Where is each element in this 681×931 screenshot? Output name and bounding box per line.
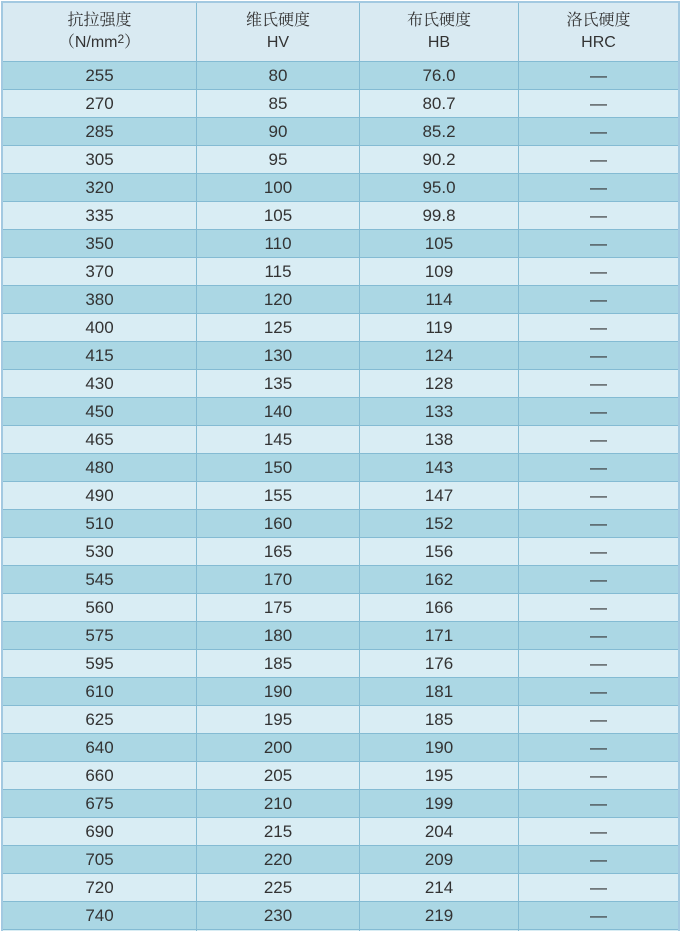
- cell-tensile-strength: 380: [3, 286, 196, 313]
- cell-tensile-strength: 285: [3, 118, 196, 145]
- table-row: [3, 705, 678, 733]
- cell-rockwell-hrc: —: [519, 594, 678, 621]
- table-row: [3, 817, 678, 845]
- cell-vickers-hv: 215: [197, 818, 359, 845]
- cell-vickers-hv: 105: [197, 202, 359, 229]
- cell-rockwell-hrc: —: [519, 62, 678, 89]
- cell-brinell-hb: 219: [360, 902, 518, 929]
- cell-vickers-hv: 195: [197, 706, 359, 733]
- cell-brinell-hb: 147: [360, 482, 518, 509]
- table-row: [3, 257, 678, 285]
- table-row: [3, 201, 678, 229]
- table-row: [3, 565, 678, 593]
- cell-vickers-hv: 170: [197, 566, 359, 593]
- cell-tensile-strength: 370: [3, 258, 196, 285]
- cell-vickers-hv: 90: [197, 118, 359, 145]
- cell-rockwell-hrc: —: [519, 762, 678, 789]
- header-unit-vickers: HV: [266, 34, 290, 51]
- cell-vickers-hv: 125: [197, 314, 359, 341]
- cell-vickers-hv: 140: [197, 398, 359, 425]
- cell-vickers-hv: 95: [197, 146, 359, 173]
- cell-tensile-strength: 480: [3, 454, 196, 481]
- table-row: [3, 313, 678, 341]
- cell-tensile-strength: 720: [3, 874, 196, 901]
- cell-rockwell-hrc: —: [519, 510, 678, 537]
- table-row: [3, 845, 678, 873]
- cell-tensile-strength: 660: [3, 762, 196, 789]
- cell-rockwell-hrc: —: [519, 734, 678, 761]
- cell-tensile-strength: 415: [3, 342, 196, 369]
- cell-brinell-hb: 190: [360, 734, 518, 761]
- cell-brinell-hb: 95.0: [360, 174, 518, 201]
- cell-tensile-strength: 740: [3, 902, 196, 929]
- table-row: [3, 733, 678, 761]
- cell-vickers-hv: 185: [197, 650, 359, 677]
- table-row: [3, 341, 678, 369]
- cell-vickers-hv: 165: [197, 538, 359, 565]
- cell-rockwell-hrc: —: [519, 650, 678, 677]
- table-row: [3, 649, 678, 677]
- cell-tensile-strength: 400: [3, 314, 196, 341]
- table-header-row: [3, 3, 678, 61]
- unit-superscript: 2: [117, 32, 125, 46]
- cell-vickers-hv: 110: [197, 230, 359, 257]
- cell-brinell-hb: 119: [360, 314, 518, 341]
- header-unit-tensile-strength: [59, 34, 140, 52]
- table-row: [3, 901, 678, 929]
- table-row: [3, 229, 678, 257]
- table-row: [3, 145, 678, 173]
- cell-brinell-hb: 204: [360, 818, 518, 845]
- cell-brinell-hb: 138: [360, 426, 518, 453]
- cell-rockwell-hrc: —: [519, 482, 678, 509]
- cell-vickers-hv: 155: [197, 482, 359, 509]
- cell-vickers-hv: 150: [197, 454, 359, 481]
- cell-rockwell-hrc: —: [519, 818, 678, 845]
- cell-rockwell-hrc: —: [519, 174, 678, 201]
- table-row: [3, 285, 678, 313]
- cell-tensile-strength: 610: [3, 678, 196, 705]
- header-cell-rockwell: [519, 3, 678, 61]
- header-unit-rockwell: HRC: [581, 34, 616, 51]
- cell-brinell-hb: 199: [360, 790, 518, 817]
- cell-tensile-strength: 705: [3, 846, 196, 873]
- cell-rockwell-hrc: —: [519, 706, 678, 733]
- table-row: [3, 369, 678, 397]
- cell-vickers-hv: 130: [197, 342, 359, 369]
- cell-brinell-hb: 166: [360, 594, 518, 621]
- cell-vickers-hv: 80: [197, 62, 359, 89]
- header-title-tensile-strength: 抗拉强度: [67, 12, 132, 29]
- table-row: [3, 677, 678, 705]
- cell-brinell-hb: 195: [360, 762, 518, 789]
- header-title-brinell: 布氏硬度: [406, 12, 471, 29]
- cell-brinell-hb: 80.7: [360, 90, 518, 117]
- cell-vickers-hv: 190: [197, 678, 359, 705]
- cell-rockwell-hrc: —: [519, 902, 678, 929]
- cell-rockwell-hrc: —: [519, 202, 678, 229]
- table-row: [3, 89, 678, 117]
- cell-vickers-hv: 205: [197, 762, 359, 789]
- cell-tensile-strength: 640: [3, 734, 196, 761]
- cell-rockwell-hrc: —: [519, 622, 678, 649]
- table-body: [3, 61, 678, 929]
- cell-tensile-strength: 465: [3, 426, 196, 453]
- cell-brinell-hb: 181: [360, 678, 518, 705]
- cell-brinell-hb: 176: [360, 650, 518, 677]
- cell-brinell-hb: 124: [360, 342, 518, 369]
- header-cell-vickers: [197, 3, 359, 61]
- cell-vickers-hv: 210: [197, 790, 359, 817]
- cell-vickers-hv: 220: [197, 846, 359, 873]
- cell-brinell-hb: 114: [360, 286, 518, 313]
- cell-vickers-hv: 85: [197, 90, 359, 117]
- cell-rockwell-hrc: —: [519, 146, 678, 173]
- table-row: [3, 789, 678, 817]
- cell-tensile-strength: 510: [3, 510, 196, 537]
- cell-tensile-strength: 350: [3, 230, 196, 257]
- header-unit-brinell: HB: [427, 34, 451, 51]
- table-row: [3, 173, 678, 201]
- cell-vickers-hv: 145: [197, 426, 359, 453]
- table-row: [3, 481, 678, 509]
- cell-brinell-hb: 105: [360, 230, 518, 257]
- cell-brinell-hb: 128: [360, 370, 518, 397]
- cell-rockwell-hrc: —: [519, 538, 678, 565]
- hardness-conversion-table: [1, 1, 680, 931]
- cell-tensile-strength: 545: [3, 566, 196, 593]
- cell-brinell-hb: 214: [360, 874, 518, 901]
- cell-tensile-strength: 305: [3, 146, 196, 173]
- cell-rockwell-hrc: —: [519, 678, 678, 705]
- table-row: [3, 61, 678, 89]
- cell-brinell-hb: 90.2: [360, 146, 518, 173]
- cell-vickers-hv: 120: [197, 286, 359, 313]
- cell-tensile-strength: 335: [3, 202, 196, 229]
- cell-rockwell-hrc: —: [519, 874, 678, 901]
- cell-vickers-hv: 200: [197, 734, 359, 761]
- cell-tensile-strength: 530: [3, 538, 196, 565]
- cell-tensile-strength: 450: [3, 398, 196, 425]
- cell-brinell-hb: 209: [360, 846, 518, 873]
- cell-brinell-hb: 76.0: [360, 62, 518, 89]
- cell-vickers-hv: 180: [197, 622, 359, 649]
- cell-rockwell-hrc: —: [519, 286, 678, 313]
- cell-rockwell-hrc: —: [519, 790, 678, 817]
- cell-rockwell-hrc: —: [519, 454, 678, 481]
- header-cell-tensile-strength: [3, 3, 196, 61]
- cell-rockwell-hrc: —: [519, 258, 678, 285]
- cell-vickers-hv: 225: [197, 874, 359, 901]
- cell-tensile-strength: 625: [3, 706, 196, 733]
- table-row: [3, 509, 678, 537]
- table-row: [3, 425, 678, 453]
- table-row: [3, 117, 678, 145]
- cell-rockwell-hrc: —: [519, 370, 678, 397]
- cell-brinell-hb: 143: [360, 454, 518, 481]
- cell-tensile-strength: 320: [3, 174, 196, 201]
- cell-vickers-hv: 160: [197, 510, 359, 537]
- cell-brinell-hb: 171: [360, 622, 518, 649]
- header-cell-brinell: [360, 3, 518, 61]
- cell-vickers-hv: 175: [197, 594, 359, 621]
- cell-brinell-hb: 185: [360, 706, 518, 733]
- cell-tensile-strength: 675: [3, 790, 196, 817]
- cell-rockwell-hrc: —: [519, 566, 678, 593]
- cell-tensile-strength: 255: [3, 62, 196, 89]
- table-row: [3, 761, 678, 789]
- cell-brinell-hb: 162: [360, 566, 518, 593]
- cell-tensile-strength: 690: [3, 818, 196, 845]
- cell-rockwell-hrc: —: [519, 230, 678, 257]
- table-row: [3, 873, 678, 901]
- cell-brinell-hb: 85.2: [360, 118, 518, 145]
- header-title-vickers: 维氏硬度: [245, 12, 310, 29]
- unit-suffix: ）: [124, 34, 141, 51]
- cell-brinell-hb: 156: [360, 538, 518, 565]
- cell-tensile-strength: 270: [3, 90, 196, 117]
- cell-brinell-hb: 152: [360, 510, 518, 537]
- cell-vickers-hv: 100: [197, 174, 359, 201]
- cell-vickers-hv: 230: [197, 902, 359, 929]
- cell-vickers-hv: 135: [197, 370, 359, 397]
- cell-vickers-hv: 115: [197, 258, 359, 285]
- table-row: [3, 453, 678, 481]
- cell-tensile-strength: 490: [3, 482, 196, 509]
- cell-tensile-strength: 560: [3, 594, 196, 621]
- cell-rockwell-hrc: —: [519, 314, 678, 341]
- cell-tensile-strength: 575: [3, 622, 196, 649]
- cell-tensile-strength: 430: [3, 370, 196, 397]
- table-row: [3, 537, 678, 565]
- cell-rockwell-hrc: —: [519, 342, 678, 369]
- cell-rockwell-hrc: —: [519, 118, 678, 145]
- table-row: [3, 621, 678, 649]
- cell-brinell-hb: 99.8: [360, 202, 518, 229]
- table-row: [3, 593, 678, 621]
- cell-rockwell-hrc: —: [519, 398, 678, 425]
- cell-rockwell-hrc: —: [519, 90, 678, 117]
- cell-rockwell-hrc: —: [519, 426, 678, 453]
- cell-tensile-strength: 595: [3, 650, 196, 677]
- unit-prefix: （N/mm: [58, 34, 118, 51]
- cell-brinell-hb: 109: [360, 258, 518, 285]
- header-title-rockwell: 洛氏硬度: [566, 12, 631, 29]
- table-row: [3, 397, 678, 425]
- cell-brinell-hb: 133: [360, 398, 518, 425]
- cell-rockwell-hrc: —: [519, 846, 678, 873]
